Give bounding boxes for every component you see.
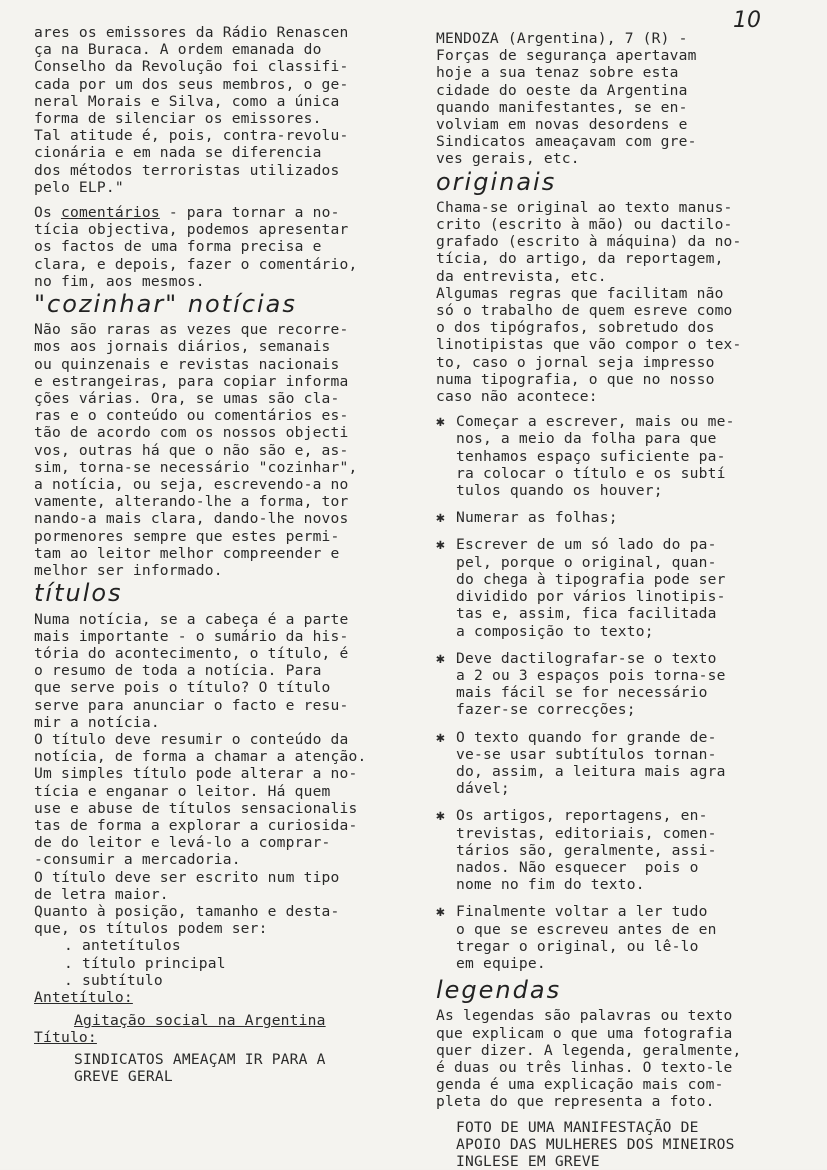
- heading-originais: originais: [436, 167, 557, 196]
- text-line: . antetítulos: [64, 937, 181, 955]
- text-line: o resumo de toda a notícia. Para: [34, 662, 322, 680]
- text-line: Sindicatos ameaçavam com gre-: [436, 133, 697, 151]
- rule-text: [456, 903, 717, 972]
- text-line: é duas ou três linhas. O texto-le: [436, 1058, 733, 1076]
- asterisk-bullet-icon: ✱: [436, 728, 445, 746]
- text-line: ve-se usar subtítulos tornan-: [456, 745, 717, 763]
- text-line: -consumir a mercadoria.: [34, 851, 241, 869]
- text-line: tários são, geralmente, assi-: [456, 841, 717, 859]
- title-types-list: [34, 937, 404, 989]
- text-line: no fim, aos mesmos.: [34, 272, 205, 290]
- paragraph-mendoza: [436, 30, 796, 168]
- text-line: do, assim, a leitura mais agra: [456, 762, 726, 780]
- text-line: grafado (escrito à máquina) da no-: [436, 233, 742, 251]
- text-line: que serve pois o título? O título: [34, 679, 331, 697]
- text-line: Conselho da Revolução foi classifi-: [34, 58, 349, 76]
- text-line: tícia objectiva, podemos apresentar: [34, 221, 349, 239]
- text-line: ções várias. Ora, se umas são cla-: [34, 390, 340, 408]
- rule-text: [456, 509, 618, 526]
- titulo-label: Título:: [34, 1029, 97, 1047]
- text-line: Deve dactilografar-se o texto: [456, 649, 717, 667]
- text-line: Numerar as folhas;: [456, 509, 618, 527]
- text-line: tam ao leitor melhor compreender e: [34, 544, 340, 562]
- text-line: ares os emissores da Rádio Renascen: [34, 24, 349, 41]
- text-line: tas e, assim, fica facilitada: [456, 605, 717, 623]
- text-line: vamente, alterando-lhe a forma, tor: [34, 493, 349, 511]
- text-line: O texto quando for grande de-: [456, 728, 717, 746]
- text-line: GREVE GERAL: [74, 1067, 173, 1085]
- text-line: Algumas regras que facilitam não: [436, 284, 724, 302]
- text-suffix: - para tornar a no-: [159, 204, 340, 222]
- text-line: Chama-se original ao texto manus-: [436, 198, 733, 216]
- antetitulo-example: Agitação social na Argentina: [74, 1012, 326, 1030]
- text-line: tulos quando os houver;: [456, 482, 663, 500]
- paragraph-legendas: [436, 1007, 796, 1110]
- text-line: de do leitor e levá-lo a comprar-: [34, 834, 331, 852]
- text-line: mir a notícia.: [34, 713, 160, 731]
- text-line: quer dizer. A legenda, geralmente,: [436, 1041, 742, 1059]
- text-line: e estrangeiras, para copiar informa: [34, 372, 349, 390]
- rule-text: [456, 413, 735, 499]
- asterisk-bullet-icon: ✱: [436, 536, 445, 554]
- text-line: linotipistas que vão compor o tex-: [436, 336, 742, 354]
- asterisk-bullet-icon: ✱: [436, 649, 445, 667]
- text-line: pelo ELP.": [34, 178, 124, 196]
- text-line: genda é uma explicação mais com-: [436, 1076, 724, 1094]
- text-line: Forças de segurança apertavam: [436, 47, 697, 65]
- text-line: Quanto à posição, tamanho e desta-: [34, 902, 340, 920]
- text-line: Finalmente voltar a ler tudo: [456, 903, 708, 921]
- asterisk-bullet-icon: ✱: [436, 509, 445, 527]
- text-line: cionária e em nada se diferencia: [34, 144, 322, 162]
- text-line: pormenores sempre que estes permi-: [34, 527, 340, 545]
- text-line: nome no fim do texto.: [456, 876, 645, 894]
- text-line: Um simples título pode alterar a no-: [34, 765, 358, 783]
- text-line: ras e o conteúdo ou comentários es-: [34, 407, 349, 425]
- text-line: neral Morais e Silva, como a única: [34, 92, 340, 110]
- left-column: [34, 24, 404, 1085]
- asterisk-bullet-icon: ✱: [436, 413, 445, 431]
- text-line: sim, torna-se necessário "cozinhar",: [34, 458, 358, 476]
- paragraph-radio-renascenca: [34, 24, 404, 196]
- text-line: volviam em novas desordens e: [436, 116, 688, 134]
- text-line: ça na Buraca. A ordem emanada do: [34, 41, 322, 59]
- page-number: 10: [733, 8, 761, 33]
- text-line: a 2 ou 3 espaços pois torna-se: [456, 666, 726, 684]
- text-line: dos métodos terroristas utilizados: [34, 161, 340, 179]
- text-line: da entrevista, etc.: [436, 267, 607, 285]
- text-line: crito (escrito à mão) ou dactilo-: [436, 216, 733, 234]
- rule-item: [436, 903, 796, 972]
- text-line: mais importante - o sumário da his-: [34, 627, 349, 645]
- text-line: Não são raras as vezes que recorre-: [34, 321, 349, 339]
- photo-caption: [436, 1119, 796, 1170]
- text-line: tregar o original, ou lê-lo: [456, 937, 699, 955]
- text-line: nados. Não esquecer pois o: [456, 858, 699, 876]
- text-line: As legendas são palavras ou texto: [436, 1007, 733, 1025]
- text-line: Tal atitude é, pois, contra-revolu-: [34, 127, 349, 145]
- paragraph-originais: [436, 199, 796, 405]
- rules-list: [436, 413, 796, 972]
- text-line: use e abuse de títulos sensacionalis: [34, 799, 358, 817]
- rule-item: [436, 536, 796, 639]
- text-line: cidade do oeste da Argentina: [436, 81, 688, 99]
- text-line: melhor ser informado.: [34, 562, 223, 580]
- text-line: pel, porque o original, quan-: [456, 553, 717, 571]
- text-line: em equipe.: [456, 954, 546, 972]
- text-line: caso não acontece:: [436, 388, 598, 406]
- asterisk-bullet-icon: ✱: [436, 807, 445, 825]
- rule-text: [456, 729, 726, 798]
- paragraph-comentarios: [34, 221, 404, 290]
- text-line: dável;: [456, 780, 510, 798]
- text-line: Escrever de um só lado do pa-: [456, 536, 717, 554]
- text-line: to, caso o jornal seja impresso: [436, 353, 715, 371]
- text-line: ou quinzenais e revistas nacionais: [34, 355, 340, 373]
- text-line: O título deve ser escrito num tipo: [34, 868, 340, 886]
- asterisk-bullet-icon: ✱: [436, 903, 445, 921]
- text-line: do chega à tipografia pode ser: [456, 570, 726, 588]
- text-line: nando-a mais clara, dando-lhe novos: [34, 510, 349, 528]
- text-line: tenhamos espaço suficiente pa-: [456, 447, 726, 465]
- text-line: só o trabalho de quem esreve como: [436, 302, 733, 320]
- text-line: Começar a escrever, mais ou me-: [456, 413, 735, 431]
- text-line: ves gerais, etc.: [436, 150, 580, 168]
- text-line: tas de forma a explorar a curiosida-: [34, 816, 358, 834]
- rule-item: [436, 729, 796, 798]
- text-line: trevistas, editoriais, comen-: [456, 824, 717, 842]
- text-line: notícia, de forma a chamar a atenção.: [34, 748, 367, 766]
- text-prefix: Os: [34, 204, 61, 222]
- text-line: cada por um dos seus membros, o ge-: [34, 75, 349, 93]
- text-line: fazer-se correcções;: [456, 701, 636, 719]
- comentarios-word: comentários: [60, 204, 160, 222]
- rule-item: [436, 650, 796, 719]
- text-line: hoje a sua tenaz sobre esta: [436, 64, 679, 82]
- text-line: FOTO DE UMA MANIFESTAÇÃO DE: [456, 1118, 699, 1136]
- paragraph-cozinhar: [34, 321, 404, 579]
- text-line: MENDOZA (Argentina), 7 (R) -: [436, 30, 688, 47]
- text-line: quando manifestantes, se en-: [436, 98, 688, 116]
- text-line: a notícia, ou seja, escrevendo-a no: [34, 476, 349, 494]
- text-line: clara, e depois, fazer o comentário,: [34, 255, 358, 273]
- heading-cozinhar-noticias: "cozinhar" notícias: [34, 290, 297, 319]
- rule-item: [436, 807, 796, 893]
- heading-legendas: legendas: [436, 976, 562, 1005]
- text-line: INGLESE EM GREVE: [456, 1152, 600, 1170]
- rule-text: [456, 536, 726, 639]
- text-line: tória do acontecimento, o título, é: [34, 644, 349, 662]
- text-line: vos, outras há que o não são e, as-: [34, 441, 349, 459]
- rule-text: [456, 650, 726, 719]
- text-line: nos, a meio da folha para que: [456, 430, 717, 448]
- right-column: [436, 30, 796, 1170]
- rule-item: [436, 413, 796, 499]
- text-line: ra colocar o título e os subtí: [456, 464, 726, 482]
- text-line: APOIO DAS MULHERES DOS MINEIROS: [456, 1135, 735, 1153]
- text-line: que, os títulos podem ser:: [34, 920, 268, 938]
- text-line: mos aos jornais diários, semanais: [34, 338, 331, 356]
- text-line: o dos tipógrafos, sobretudo dos: [436, 319, 715, 337]
- heading-titulos: títulos: [34, 579, 123, 608]
- text-line: tícia e enganar o leitor. Há quem: [34, 782, 331, 800]
- text-line: tão de acordo com os nossos objecti: [34, 424, 349, 442]
- antetitulo-label: Antetítulo:: [34, 988, 133, 1006]
- text-line: de letra maior.: [34, 885, 169, 903]
- paragraph-titulos: [34, 611, 404, 938]
- rule-item: [436, 509, 796, 526]
- rule-text: [456, 807, 717, 893]
- text-line: numa tipografia, o que no nosso: [436, 370, 715, 388]
- titulo-example: [34, 1051, 404, 1085]
- text-line: O título deve resumir o conteúdo da: [34, 730, 349, 748]
- text-line: Numa notícia, se a cabeça é a parte: [34, 610, 349, 628]
- text-line: mais fácil se for necessário: [456, 684, 708, 702]
- text-line: . subtítulo: [64, 971, 163, 989]
- text-line: Os artigos, reportagens, en-: [456, 807, 708, 825]
- text-line: o que se escreveu antes de en: [456, 920, 717, 938]
- text-line: a composição to texto;: [456, 622, 654, 640]
- text-line: serve para anunciar o facto e resu-: [34, 696, 349, 714]
- text-line: os factos de uma forma precisa e: [34, 238, 322, 256]
- text-line: pleta do que representa a foto.: [436, 1093, 715, 1111]
- text-line: . título principal: [64, 954, 226, 972]
- text-line: forma de silenciar os emissores.: [34, 110, 322, 128]
- text-line: tícia, do artigo, da reportagem,: [436, 250, 724, 268]
- text-line: dividido por vários linotipis-: [456, 588, 726, 606]
- paragraph-comentarios-first-line: [34, 204, 404, 221]
- text-line: SINDICATOS AMEAÇAM IR PARA A: [74, 1050, 326, 1068]
- text-line: que explicam o que uma fotografia: [436, 1024, 733, 1042]
